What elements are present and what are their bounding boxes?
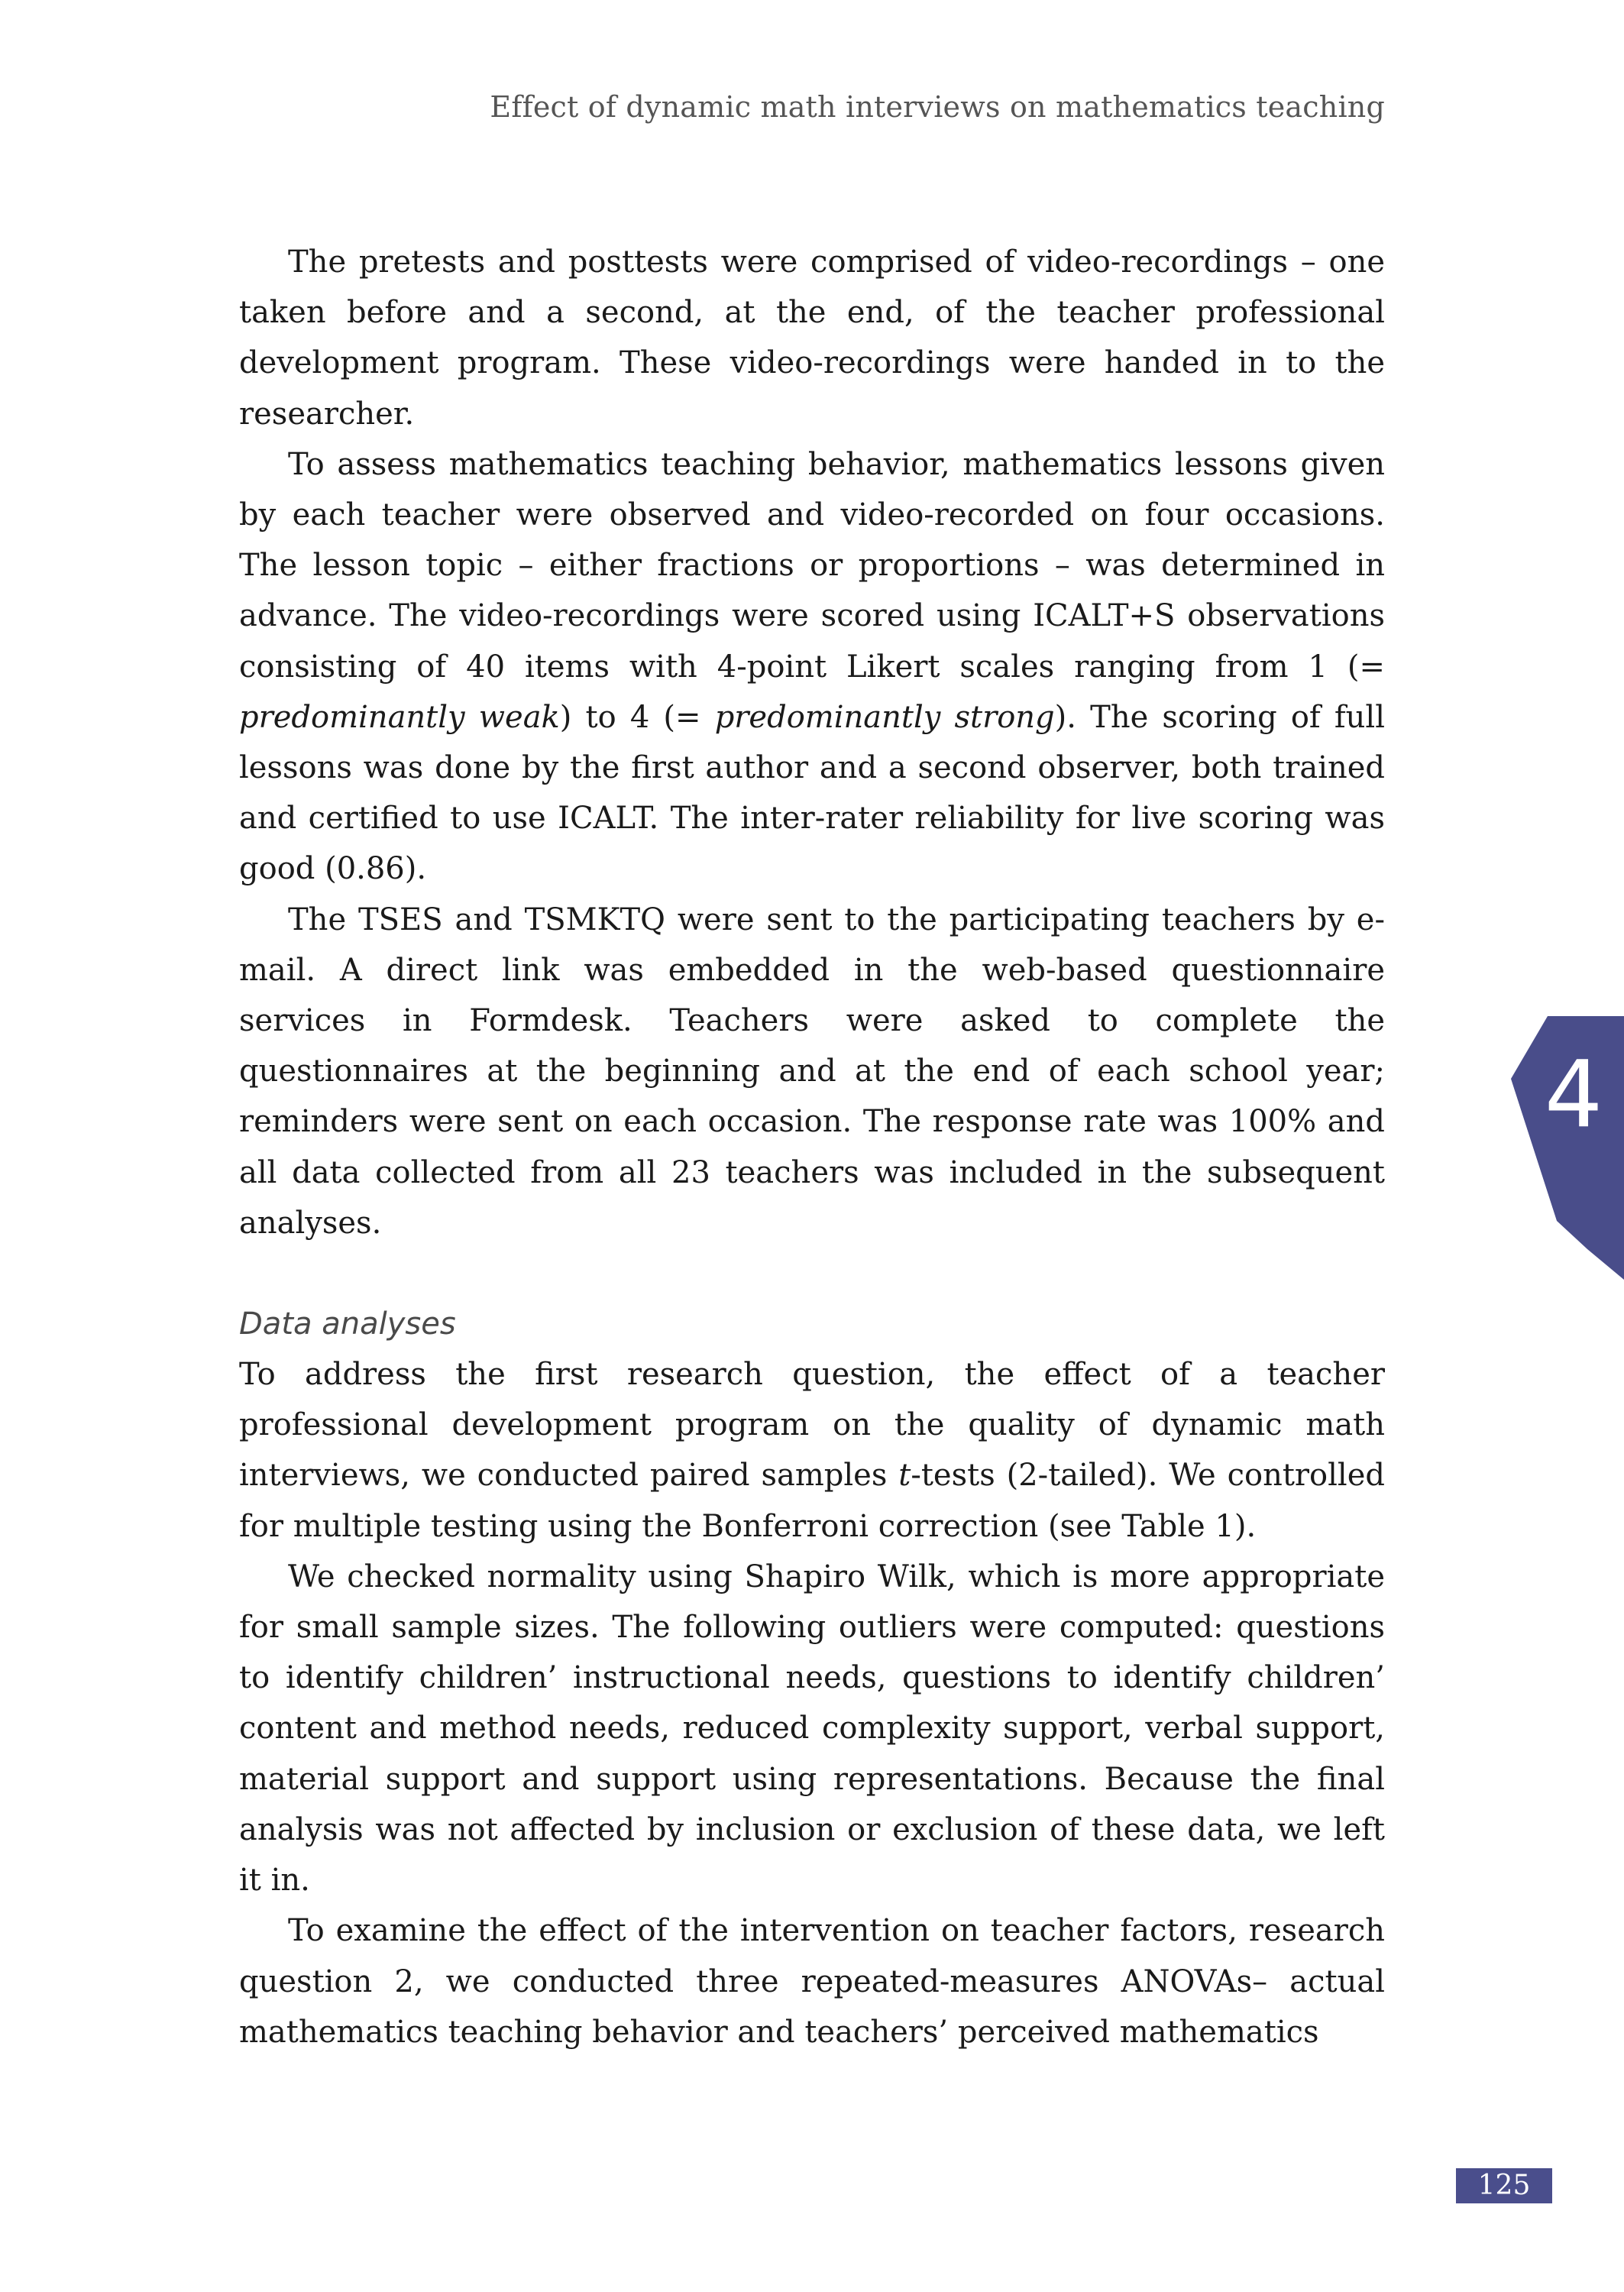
paragraph-teaching-behavior xyxy=(239,439,1385,895)
text-run: -tests (2-tailed). We controlled for multiple testing using the Bonferroni correction (see Table 1). xyxy=(239,1458,1385,1544)
page-number: 125 xyxy=(1456,2168,1552,2203)
italic-term: predominantly weak xyxy=(239,699,560,735)
running-head: Effect of dynamic math interviews on mathematics teaching xyxy=(490,90,1385,124)
section-heading-data-analyses: Data analyses xyxy=(239,1306,456,1342)
main-text xyxy=(239,237,1385,2057)
text-run: To assess mathematics teaching behavior, mathematics lessons given by each teacher were observed and video-recorded on four occasions. The lesson topic – either fractions or proportions – was determined in advance. The video-recordings were scored using ICALT+S observations consisting of 40 items with 4-point Likert scales ranging from 1 (= xyxy=(239,446,1385,685)
paragraph-normality: We checked normality using Shapiro Wilk, which is more appropriate for small sample sizes. The following outliers were computed: questions to identify children’ instructional needs, questions to identify children’ content and method needs, reduced complexity support, verbal support, material support and support using representations. Because the final analysis was not affected by inclusion or exclusion of these data, we left it in. xyxy=(239,1559,1385,1899)
text-run: ). The scoring of full lessons was done by the first author and a second observer, both trained and certified to use ICALT. The inter-rater reliability for live scoring was good (0.86). xyxy=(239,699,1386,887)
italic-term: t xyxy=(898,1458,911,1494)
text-run: To address the first research question, the effect of a teacher professional development program on the quality of dynamic math interviews, we conducted paired samples xyxy=(239,1357,1385,1494)
chapter-number: 4 xyxy=(1544,1042,1603,1148)
text-run: ) to 4 (= xyxy=(559,699,715,735)
paragraph-questionnaires: The TSES and TSMKTQ were sent to the participating teachers by e-mail. A direct link was embedded in the web-based questionnaire services in Formdesk. Teachers were asked to complete the questionnaires at the beginning and at the end of each school year; reminders were sent on each occasion. The response rate was 100% and all data collected from all 23 teachers was included in the subsequent analyses. xyxy=(239,902,1385,1241)
italic-term: predominantly strong xyxy=(714,699,1055,735)
paragraph-research-question-2: To examine the effect of the intervention on teacher factors, research question 2, we conducted three repeated-measures ANOVAs– actual mathematics teaching behavior and teachers’ perceived mathematics xyxy=(239,1913,1385,2050)
paragraph-research-question-1 xyxy=(239,1349,1385,1552)
paragraph-pretests: The pretests and posttests were comprised of video-recordings – one taken before and a second, at the end, of the teacher professional development program. These video-recordings were handed in to the researcher. xyxy=(239,244,1385,432)
